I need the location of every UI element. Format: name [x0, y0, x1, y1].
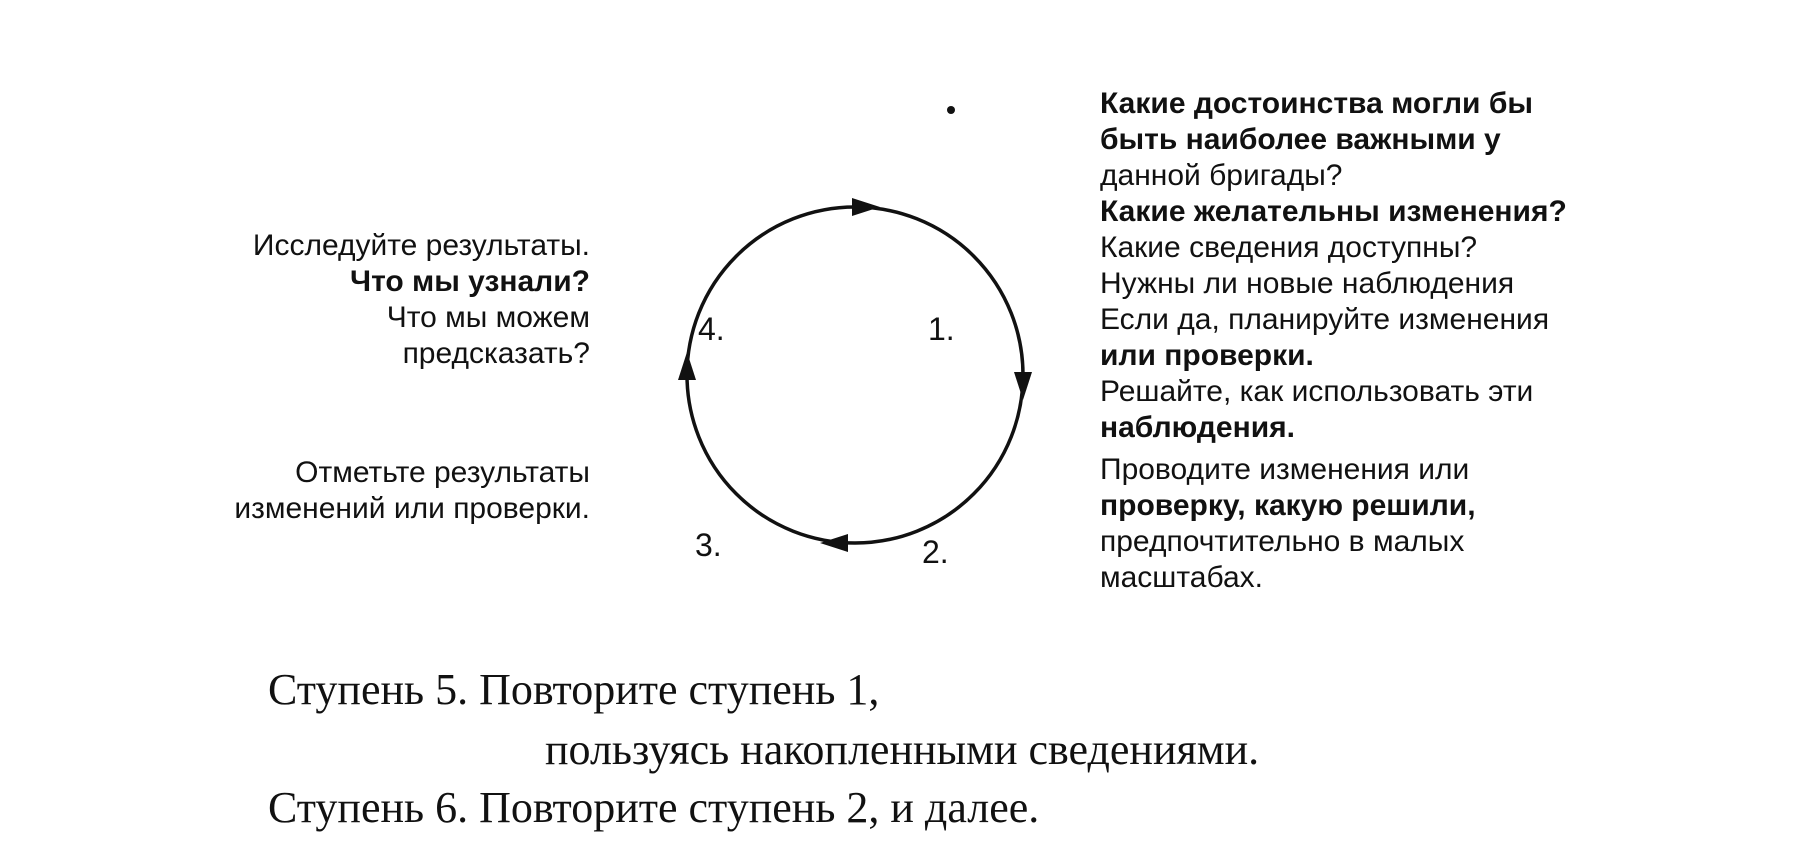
step-number-4: 4.	[698, 311, 725, 347]
step2-note-line: проверку, какую решили,	[1100, 489, 1476, 522]
step3-note	[234, 455, 590, 527]
step2-note-line: предпочтительно в малых	[1100, 525, 1465, 558]
step4-note	[253, 228, 590, 372]
step3-note-line: изменений или проверки.	[234, 492, 590, 525]
step-number-1: 1.	[928, 311, 955, 347]
step1-note-line: Какие достоинства могли бы	[1100, 87, 1533, 120]
step1-note-line: Решайте, как использовать эти	[1100, 375, 1534, 408]
step1-note-line: Если да, планируйте изменения	[1100, 303, 1550, 336]
cycle-circle	[687, 207, 1023, 543]
step4-note-line: Исследуйте результаты.	[252, 229, 590, 262]
step-number-3: 3.	[695, 527, 722, 563]
step1-note-line: наблюдения.	[1100, 411, 1295, 444]
step1-note-line: данной бригады?	[1100, 159, 1343, 192]
cycle-diagram	[600, 200, 1100, 660]
step1-note-line: Какие сведения доступны?	[1100, 231, 1478, 264]
step4-note-line: Что мы можем	[386, 301, 590, 334]
step4-note-line: Что мы узнали?	[349, 265, 590, 298]
arrow-top-icon	[852, 198, 880, 216]
step1-note-line: или проверки.	[1100, 339, 1314, 372]
step1-note-line: Какие желательны изменения?	[1100, 195, 1567, 228]
step6-line: Ступень 6. Повторите ступень 2, и далее.	[268, 783, 1040, 832]
step5-line1: Ступень 5. Повторите ступень 1,	[268, 665, 880, 714]
step1-note	[1100, 86, 1567, 446]
arrow-left-icon	[678, 352, 696, 380]
step4-note-line: предсказать?	[402, 337, 590, 370]
step1-note-line: Нужны ли новые наблюдения	[1100, 267, 1515, 300]
step2-note-line: Проводите изменения или	[1100, 453, 1470, 486]
step2-note	[1100, 452, 1476, 596]
step-number-2: 2.	[922, 534, 949, 570]
step2-note-line: масштабах.	[1100, 561, 1263, 594]
speck-dot	[947, 106, 955, 114]
arrow-bottom-icon	[820, 534, 848, 552]
step5-line2: пользуясь накопленными сведениями.	[545, 725, 1260, 774]
step3-note-line: Отметьте результаты	[295, 456, 590, 489]
arrow-right-icon	[1014, 372, 1032, 400]
step1-note-line: быть наиболее важными у	[1100, 123, 1501, 156]
